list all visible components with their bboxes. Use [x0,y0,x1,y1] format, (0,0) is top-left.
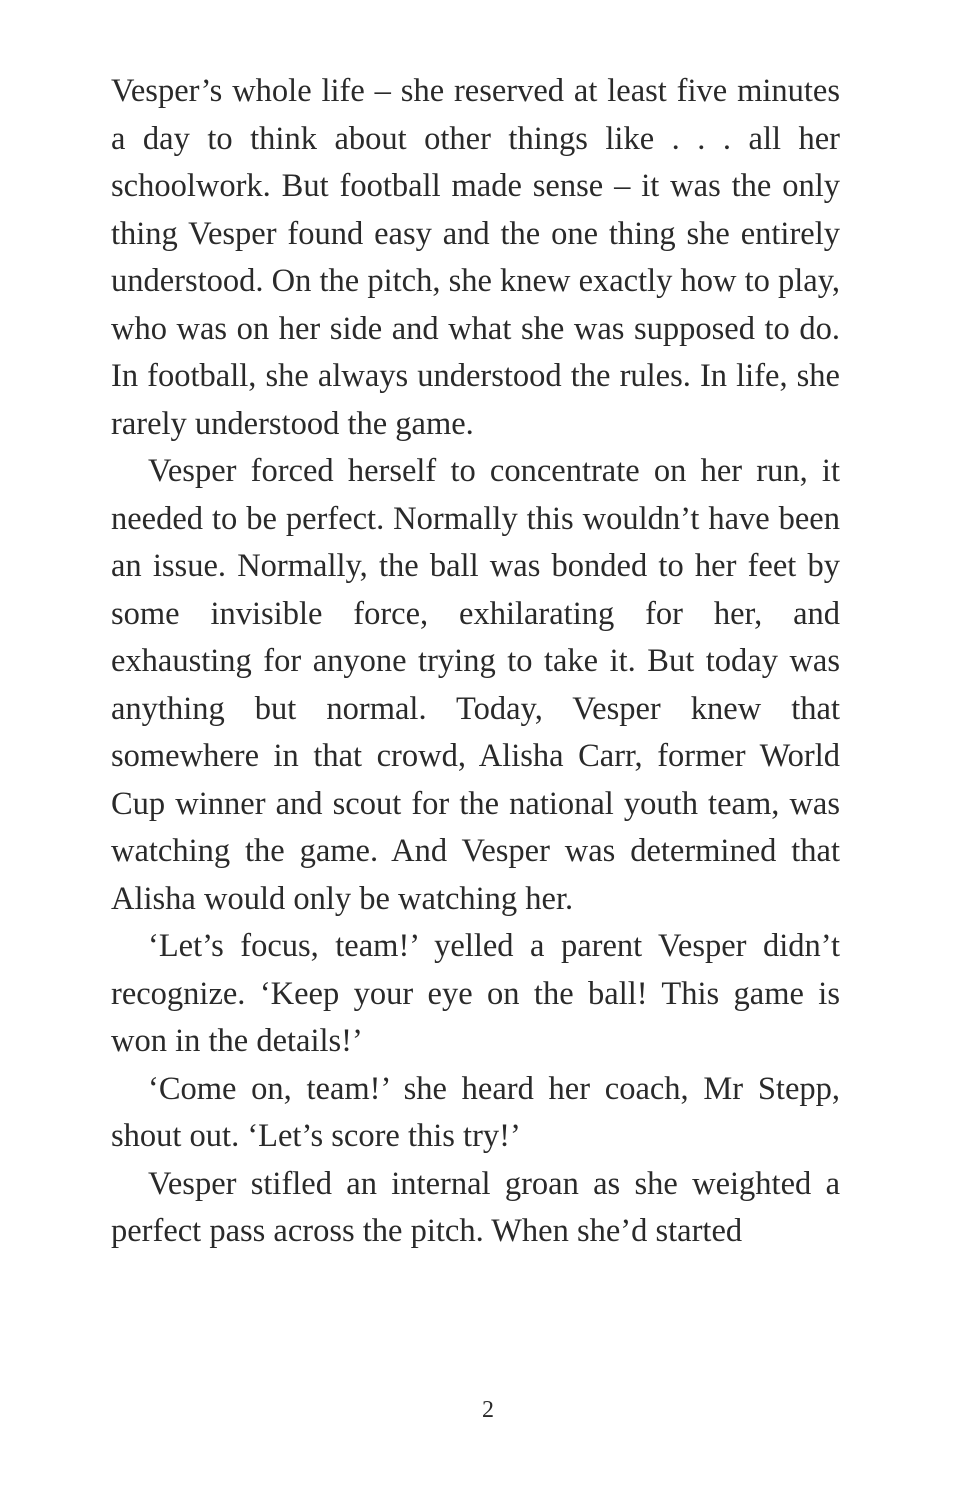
paragraph-5: Vesper stifled an internal groan as she weighted a perfect pass across the pitch. When she’d started [111,1165,840,1249]
body-text [111,68,840,1256]
paragraph-4: ‘Come on, team!’ she heard her coach, Mr Stepp, shout out. ‘Let’s score this try!’ [111,1070,840,1154]
paragraph-1: Vesper’s whole life – she reserved at least five minutes a day to think about other things like . . . all her schoolwork. But football made sense – it was the only thing Vesper found easy and the one thing she entirely understood. On the pitch, she knew exactly how to play, who was on her side and what she was supposed to do. In football, she always understood the rules. In life, she rarely understood the game. [111,73,840,442]
page-number: 2 [482,1397,494,1423]
paragraph-3: ‘Let’s focus, team!’ yelled a parent Vesper didn’t recognize. ‘Keep your eye on the ball! This game is won in the details!’ [111,928,840,1059]
paragraph-2: Vesper forced herself to concentrate on her run, it needed to be perfect. Normally this wouldn’t have been an issue. Normally, the ball was bonded to her feet by some invisible force, exhilarating for her, and exhausting for anyone trying to take it. But today was anything but normal. Today, Vesper knew that somewhere in that crowd, Alisha Carr, former World Cup winner and scout for the national youth team, was watching the game. And Vesper was determined that Alisha would only be watching her. [111,453,840,917]
